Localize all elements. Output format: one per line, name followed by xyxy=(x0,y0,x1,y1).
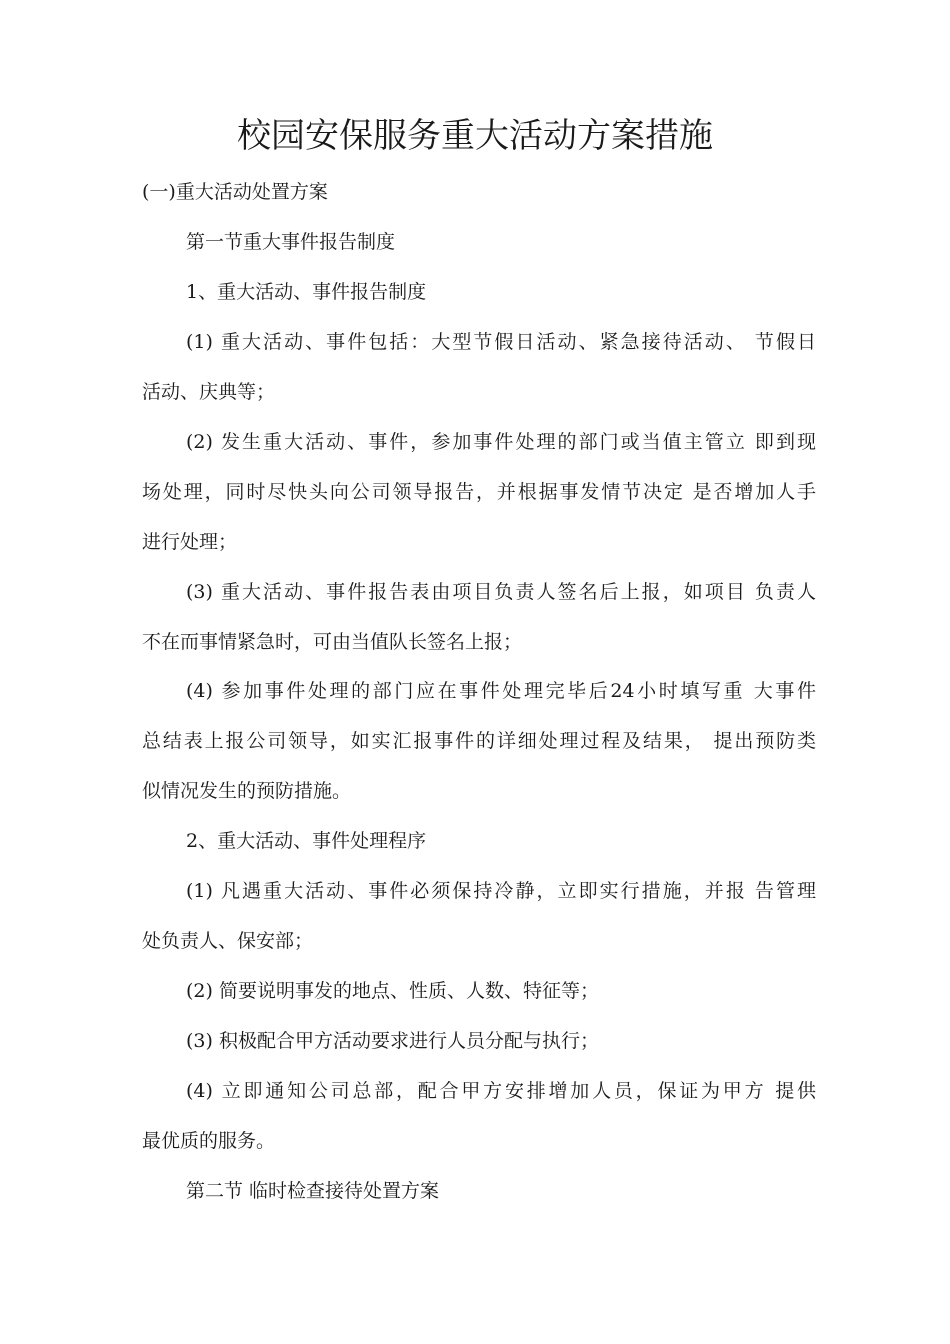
paragraph-line: 最优质的服务。 xyxy=(142,1130,276,1152)
section-heading: (一)重大活动处置方案 xyxy=(142,181,328,203)
page-title: 校园安保服务重大活动方案措施 xyxy=(237,116,713,156)
paragraph-line: 不在而事情紧急时，可由当值队长签名上报； xyxy=(142,631,523,653)
chapter-heading: 第二节 临时检查接待处置方案 xyxy=(186,1180,440,1202)
paragraph-line: (3) 积极配合甲方活动要求进行人员分配与执行； xyxy=(186,1030,599,1052)
paragraph-line: (4) 立即通知公司总部，配合甲方安排增加人员，保证为甲方 提供 xyxy=(186,1080,816,1102)
chapter-heading: 第一节重大事件报告制度 xyxy=(186,231,396,253)
paragraph-line: 进行处理； xyxy=(142,531,238,553)
paragraph-line: (3) 重大活动、事件报告表由项目负责人签名后上报，如项目 负责人 xyxy=(186,581,816,603)
item-heading: 1、重大活动、事件报告制度 xyxy=(186,281,427,303)
paragraph-line: (1) 重大活动、事件包括：大型节假日活动、紧急接待活动、 节假日 xyxy=(186,331,816,353)
paragraph-line: (2) 发生重大活动、事件，参加事件处理的部门或当值主管立 即到现 xyxy=(186,431,816,453)
paragraph-line: 场处理，同时尽快头向公司领导报告，并根据事发情节决定 是否增加人手 xyxy=(142,481,816,503)
paragraph-line: 处负责人、保安部； xyxy=(142,930,314,952)
paragraph-line: 总结表上报公司领导，如实汇报事件的详细处理过程及结果， 提出预防类 xyxy=(142,730,816,752)
paragraph-line: (4) 参加事件处理的部门应在事件处理完毕后24小时填写重 大事件 xyxy=(186,680,816,702)
paragraph-line: (1) 凡遇重大活动、事件必须保持冷静，立即实行措施，并报 告管理 xyxy=(186,880,816,902)
item-heading: 2、重大活动、事件处理程序 xyxy=(186,830,427,852)
paragraph-line: 似情况发生的预防措施。 xyxy=(142,780,352,802)
paragraph-line: (2) 简要说明事发的地点、性质、人数、特征等； xyxy=(186,980,599,1002)
paragraph-line: 活动、庆典等； xyxy=(142,381,276,403)
